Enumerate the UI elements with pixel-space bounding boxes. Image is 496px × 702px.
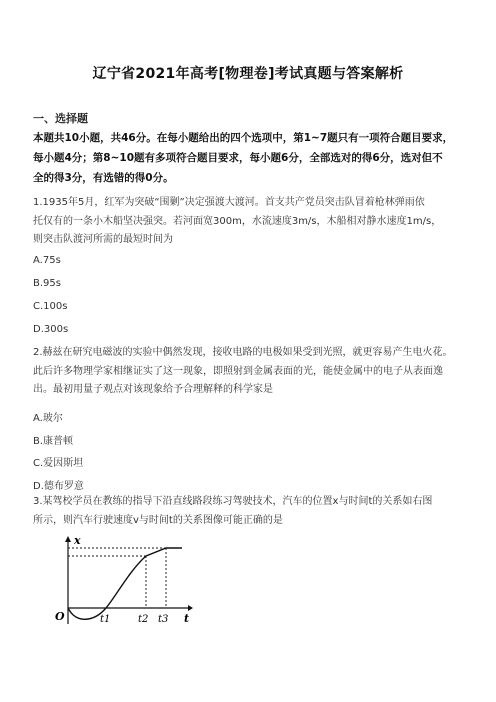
question-2-option-b: B.康普顿 [33,436,74,447]
question-3-stem [33,493,465,530]
question-1-option-d: D.300s [33,324,69,335]
instruction-line: 全的得3分，有选错的得0分。 [33,172,174,184]
question-1-option-b: B.95s [33,278,61,289]
section-heading: 一、选择题 [33,112,88,125]
question-1-option-a: A.75s [33,255,61,266]
x-axis-label: x [74,534,81,547]
instruction-line: 本题共10小题，共46分。在每小题给出的四个选项中，第1~7题只有一项符合题目要求， [33,132,454,144]
t3-label: t3 [158,614,169,625]
question-2-option-a: A.玻尔 [33,413,63,424]
origin-label: O [55,610,65,623]
x-axis-arrow [65,536,71,542]
t2-label: t2 [138,614,149,625]
question-line: 3.某驾校学员在教练的指导下沿直线路段练习驾驶技术，汽车的位置x与时间t的关系如右图 [33,496,433,507]
question-2-stem [33,344,465,400]
question-1-option-c: C.100s [33,301,68,312]
t-axis-arrow [188,605,193,611]
question-line: 托仅有的一条小木船坚决强突。若河面宽300m，水流速度3m/s，木船相对静水速度1m/s， [33,215,442,227]
question-line: 则突击队渡河所需的最短时间为 [33,234,173,245]
t-axis-label: t [184,612,190,625]
position-time-figure [54,534,194,626]
t1-label: t1 [100,614,111,625]
question-1-stem [33,194,465,250]
question-2-option-d: D.德布罗意 [33,481,84,492]
question-line: 出。最初用量子观点对该现象给予合理解释的科学家是 [33,384,273,395]
document-title: 辽宁省2021年高考[物理卷]考试真题与答案解析 [92,66,404,82]
question-line: 此后许多物理学家相继证实了这一现象，即照射到金属表面的光，能使金属中的电子从表面逸 [33,365,443,377]
section-instructions [33,128,463,188]
instruction-line: 每小题4分；第8~10题有多项符合题目要求，每小题6分，全部选对的得6分，选对但不 [33,152,443,164]
question-line: 1.1935年5月，红军为突破“围剿”决定强渡大渡河。首支共产党员突击队冒着枪林弹雨依 [33,197,425,208]
question-line: 所示，则汽车行驶速度v与时间t的关系图像可能正确的是 [33,514,283,526]
question-2-option-c: C.爱因斯坦 [33,458,84,469]
question-line: 2.赫兹在研究电磁波的实验中偶然发现，接收电路的电极如果受到光照，就更容易产生电火花。 [33,347,453,358]
